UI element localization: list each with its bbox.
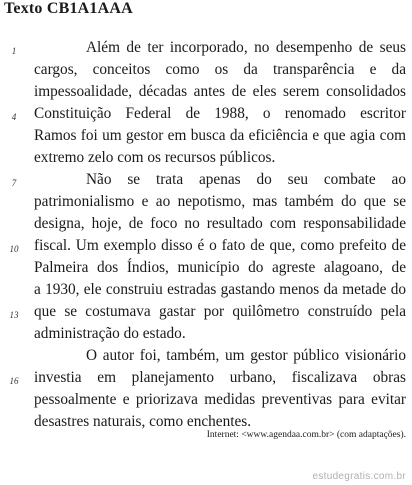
line-text: O autor foi, também, um gestor público visionário xyxy=(86,347,406,364)
line-text: Ramos foi um gestor em busca da eficiência e que agia com xyxy=(34,127,406,144)
text-line xyxy=(11,37,406,59)
line-text: investia em planejamento urbano, fiscalizava obras xyxy=(34,369,406,386)
source-citation: Internet: <www.agendaa.com.br> (com adaptações). xyxy=(206,430,406,440)
line-text: cargos, conceitos como os da transparência e da xyxy=(34,61,406,78)
line-text: administração do estado. xyxy=(34,325,186,342)
line-number: 10 xyxy=(9,244,19,254)
text-line xyxy=(9,301,406,323)
text-line xyxy=(34,279,406,301)
line-text: designa, hoje, de foco no resultado com responsabilidade xyxy=(34,215,406,232)
watermark: estudegratis.com.br xyxy=(312,471,406,482)
text-line xyxy=(34,81,406,103)
text-line xyxy=(34,323,406,345)
text-line xyxy=(34,147,406,169)
text-line xyxy=(34,213,406,235)
line-text: patrimonialismo e ao nepotismo, mas também do que se xyxy=(34,193,406,210)
text-body xyxy=(9,37,406,433)
line-text: Palmeira dos Índios, município do agreste alagoano, de xyxy=(34,259,406,276)
line-text: fiscal. Um exemplo disso é o fato de que, como prefeito de xyxy=(34,237,406,254)
text-line xyxy=(11,103,406,125)
line-number: 16 xyxy=(9,376,19,386)
line-text: Não se trata apenas do seu combate ao xyxy=(86,171,406,188)
text-line xyxy=(34,345,406,367)
line-text: Constituição Federal de 1988, o renomado escritor xyxy=(34,105,406,122)
line-text: desastres naturais, como enchentes. xyxy=(34,413,252,430)
line-text: Além de ter incorporado, no desempenho de seus xyxy=(86,39,406,56)
line-number: 13 xyxy=(9,310,19,320)
line-text: impessoalidade, décadas antes de eles serem consolidados xyxy=(34,83,406,100)
line-number: 1 xyxy=(11,46,17,56)
text-line xyxy=(34,191,406,213)
line-text: a 1930, ele construiu estradas gastando menos da metade do xyxy=(34,281,406,298)
text-line xyxy=(34,125,406,147)
text-line xyxy=(34,59,406,81)
line-text: que se costumava gastar por quilômetro construído pela xyxy=(34,303,406,320)
line-text: extremo zelo com os recursos públicos. xyxy=(34,149,276,166)
line-text: pessoalmente e priorizava medidas preventivas para evitar xyxy=(34,391,406,408)
text-line xyxy=(34,257,406,279)
line-number: 4 xyxy=(11,112,17,122)
text-line xyxy=(11,169,406,191)
text-line xyxy=(9,235,406,257)
text-line xyxy=(34,389,406,411)
text-title: Texto CB1A1AAA xyxy=(4,0,133,17)
line-number: 7 xyxy=(11,178,17,188)
text-line xyxy=(9,367,406,389)
